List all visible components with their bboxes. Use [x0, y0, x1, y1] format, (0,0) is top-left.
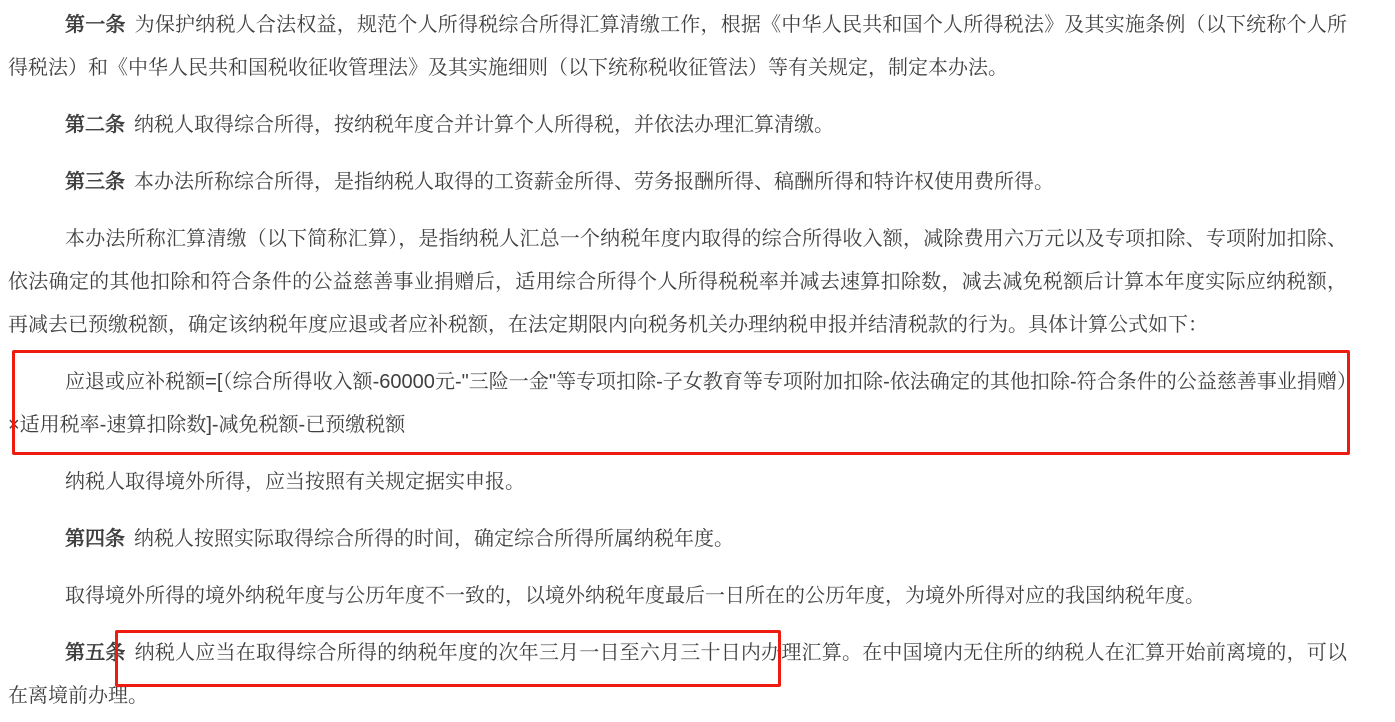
article-5-number: 第五条 — [65, 642, 126, 664]
paragraph-article-3 — [8, 161, 1347, 204]
article-1-text: 为保护纳税人合法权益，规范个人所得税综合所得汇算清缴工作，根据《中华人民共和国个人所得税法》及其实施条例（以下统称个人所得税法）和《中华人民共和国税收征收管理法》及其实施细则（以下统称税收征管法）等有关规定，制定本办法。 — [8, 14, 1348, 79]
article-2-number: 第二条 — [65, 114, 125, 136]
article-5-section — [8, 632, 1347, 718]
formula-text: 应退或应补税额=[（综合所得收入额-60000元-"三险一金"等专项扣除-子女教育等专项附加扣除-依法确定的其他扣除-符合条件的公益慈善事业捐赠）×适用税率-速算扣除数]-减免税额-已预缴税额 — [8, 371, 1347, 436]
article-4-text: 纳税人按照实际取得综合所得的时间，确定综合所得所属纳税年度。 — [134, 528, 734, 550]
article-3-text: 本办法所称综合所得，是指纳税人取得的工资薪金所得、劳务报酬所得、稿酬所得和特许权使用费所得。 — [134, 171, 1054, 193]
paragraph-formula — [8, 361, 1347, 447]
article-5-text: 纳税人应当在取得综合所得的纳税年度的次年三月一日至六月三十日内办理汇算。在中国境内无住所的纳税人在汇算开始前离境的，可以在离境前办理。 — [8, 642, 1348, 707]
foreign-tax-year-text: 取得境外所得的境外纳税年度与公历年度不一致的，以境外纳税年度最后一日所在的公历年度，为境外所得对应的我国纳税年度。 — [65, 585, 1205, 607]
huisuan-definition-text: 本办法所称汇算清缴（以下简称汇算），是指纳税人汇总一个纳税年度内取得的综合所得收入额，减除费用六万元以及专项扣除、专项附加扣除、依法确定的其他扣除和符合条件的公益慈善事业捐赠后，适用综合所得个人所得税税率并减去速算扣除数，减去减免税额后计算本年度实际应纳税额，再减去已预缴税额，确定该纳税年度应退或者应补税额，在法定期限内向税务机关办理纳税申报并结清税款的行为。具体计算公式如下： — [8, 228, 1347, 336]
paragraph-foreign-income-report — [8, 461, 1347, 504]
article-2-text: 纳税人取得综合所得，按纳税年度合并计算个人所得税，并依法办理汇算清缴。 — [134, 114, 834, 136]
article-1-number: 第一条 — [65, 14, 126, 36]
paragraph-foreign-tax-year — [8, 575, 1347, 618]
paragraph-article-4 — [8, 518, 1347, 561]
formula-section — [8, 361, 1347, 447]
article-3-number: 第三条 — [65, 171, 125, 193]
paragraph-article-5 — [8, 632, 1347, 718]
paragraph-article-1 — [8, 4, 1347, 90]
paragraph-huisuan-definition — [8, 218, 1347, 347]
paragraph-article-2 — [8, 104, 1347, 147]
article-4-number: 第四条 — [65, 528, 125, 550]
foreign-income-report-text: 纳税人取得境外所得，应当按照有关规定据实申报。 — [65, 471, 525, 493]
